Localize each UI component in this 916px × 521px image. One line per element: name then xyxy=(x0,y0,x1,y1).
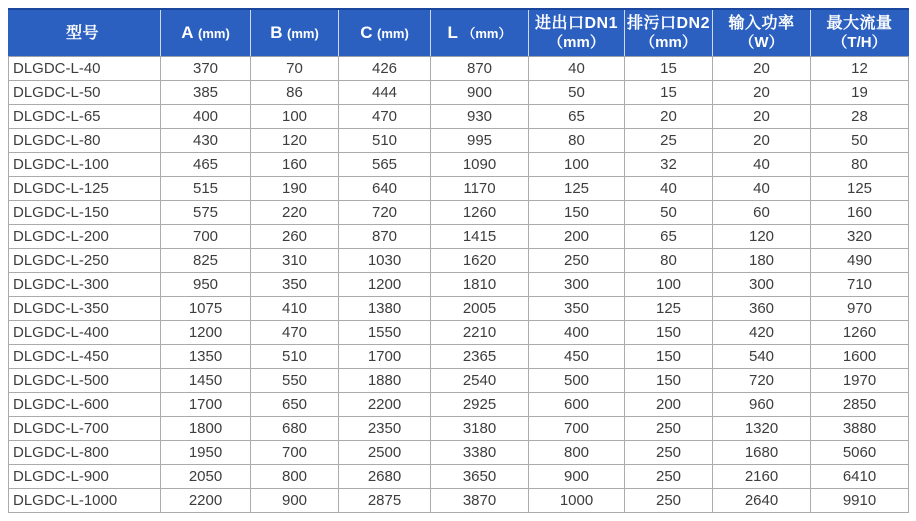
column-header-unit: （mm） xyxy=(548,34,605,51)
value-cell: 125 xyxy=(625,297,713,321)
value-cell: 9910 xyxy=(811,489,909,513)
value-cell: 40 xyxy=(713,177,811,201)
model-cell: DLGDC-L-800 xyxy=(9,441,161,465)
value-cell: 150 xyxy=(529,201,625,225)
column-header-a xyxy=(161,9,251,57)
model-cell: DLGDC-L-900 xyxy=(9,465,161,489)
value-cell: 80 xyxy=(625,249,713,273)
value-cell: 900 xyxy=(251,489,339,513)
value-cell: 470 xyxy=(251,321,339,345)
value-cell: 900 xyxy=(529,465,625,489)
value-cell: 1000 xyxy=(529,489,625,513)
table-row xyxy=(9,201,909,225)
value-cell: 50 xyxy=(529,81,625,105)
value-cell: 510 xyxy=(339,129,431,153)
value-cell: 370 xyxy=(161,57,251,81)
value-cell: 125 xyxy=(811,177,909,201)
value-cell: 1415 xyxy=(431,225,529,249)
value-cell: 100 xyxy=(251,105,339,129)
value-cell: 720 xyxy=(339,201,431,225)
value-cell: 2680 xyxy=(339,465,431,489)
value-cell: 160 xyxy=(251,153,339,177)
value-cell: 430 xyxy=(161,129,251,153)
value-cell: 2160 xyxy=(713,465,811,489)
column-header-label: 排污口DN2 xyxy=(627,15,711,32)
value-cell: 32 xyxy=(625,153,713,177)
value-cell: 1800 xyxy=(161,417,251,441)
column-header-unit: (mm) xyxy=(198,26,230,41)
table-row xyxy=(9,177,909,201)
model-cell: DLGDC-L-450 xyxy=(9,345,161,369)
value-cell: 125 xyxy=(529,177,625,201)
header-row xyxy=(9,9,909,57)
value-cell: 575 xyxy=(161,201,251,225)
model-cell: DLGDC-L-600 xyxy=(9,393,161,417)
table-row xyxy=(9,441,909,465)
value-cell: 260 xyxy=(251,225,339,249)
value-cell: 20 xyxy=(713,129,811,153)
value-cell: 420 xyxy=(713,321,811,345)
value-cell: 28 xyxy=(811,105,909,129)
column-header-dn2 xyxy=(625,9,713,57)
value-cell: 2005 xyxy=(431,297,529,321)
value-cell: 2925 xyxy=(431,393,529,417)
value-cell: 80 xyxy=(529,129,625,153)
value-cell: 1950 xyxy=(161,441,251,465)
model-cell: DLGDC-L-250 xyxy=(9,249,161,273)
column-header-c xyxy=(339,9,431,57)
column-header-unit: （mm） xyxy=(640,34,697,51)
value-cell: 640 xyxy=(339,177,431,201)
value-cell: 100 xyxy=(529,153,625,177)
value-cell: 950 xyxy=(161,273,251,297)
value-cell: 40 xyxy=(529,57,625,81)
value-cell: 3380 xyxy=(431,441,529,465)
value-cell: 200 xyxy=(625,393,713,417)
value-cell: 1600 xyxy=(811,345,909,369)
table-row xyxy=(9,489,909,513)
value-cell: 700 xyxy=(251,441,339,465)
value-cell: 86 xyxy=(251,81,339,105)
value-cell: 300 xyxy=(529,273,625,297)
value-cell: 400 xyxy=(529,321,625,345)
value-cell: 1200 xyxy=(339,273,431,297)
value-cell: 65 xyxy=(529,105,625,129)
value-cell: 250 xyxy=(529,249,625,273)
model-cell: DLGDC-L-500 xyxy=(9,369,161,393)
column-header-label: 型号 xyxy=(65,24,99,42)
value-cell: 960 xyxy=(713,393,811,417)
model-cell: DLGDC-L-200 xyxy=(9,225,161,249)
value-cell: 20 xyxy=(713,57,811,81)
column-header-unit: （T/H） xyxy=(832,34,887,51)
value-cell: 100 xyxy=(625,273,713,297)
table-row xyxy=(9,225,909,249)
value-cell: 1700 xyxy=(161,393,251,417)
value-cell: 360 xyxy=(713,297,811,321)
value-cell: 1970 xyxy=(811,369,909,393)
value-cell: 1380 xyxy=(339,297,431,321)
value-cell: 1030 xyxy=(339,249,431,273)
value-cell: 550 xyxy=(251,369,339,393)
value-cell: 700 xyxy=(161,225,251,249)
value-cell: 2875 xyxy=(339,489,431,513)
value-cell: 40 xyxy=(625,177,713,201)
value-cell: 20 xyxy=(625,105,713,129)
table-row xyxy=(9,345,909,369)
value-cell: 25 xyxy=(625,129,713,153)
column-header-label: L xyxy=(447,23,459,42)
column-header-unit: (mm) xyxy=(377,26,409,41)
table-row xyxy=(9,129,909,153)
value-cell: 800 xyxy=(529,441,625,465)
model-cell: DLGDC-L-1000 xyxy=(9,489,161,513)
value-cell: 1090 xyxy=(431,153,529,177)
value-cell: 120 xyxy=(251,129,339,153)
value-cell: 465 xyxy=(161,153,251,177)
value-cell: 1810 xyxy=(431,273,529,297)
value-cell: 500 xyxy=(529,369,625,393)
column-header-flow xyxy=(811,9,909,57)
value-cell: 3650 xyxy=(431,465,529,489)
value-cell: 200 xyxy=(529,225,625,249)
value-cell: 600 xyxy=(529,393,625,417)
table-body xyxy=(9,57,909,513)
model-cell: DLGDC-L-400 xyxy=(9,321,161,345)
value-cell: 1350 xyxy=(161,345,251,369)
value-cell: 250 xyxy=(625,489,713,513)
column-header-model xyxy=(9,9,161,57)
model-cell: DLGDC-L-100 xyxy=(9,153,161,177)
value-cell: 19 xyxy=(811,81,909,105)
column-header-unit: （W） xyxy=(739,34,784,51)
value-cell: 310 xyxy=(251,249,339,273)
value-cell: 250 xyxy=(625,441,713,465)
table-row xyxy=(9,321,909,345)
column-header-dn1 xyxy=(529,9,625,57)
value-cell: 426 xyxy=(339,57,431,81)
value-cell: 3180 xyxy=(431,417,529,441)
value-cell: 2640 xyxy=(713,489,811,513)
value-cell: 540 xyxy=(713,345,811,369)
value-cell: 1700 xyxy=(339,345,431,369)
value-cell: 650 xyxy=(251,393,339,417)
value-cell: 1550 xyxy=(339,321,431,345)
table-row xyxy=(9,369,909,393)
value-cell: 825 xyxy=(161,249,251,273)
table-row xyxy=(9,105,909,129)
model-cell: DLGDC-L-65 xyxy=(9,105,161,129)
table-row xyxy=(9,249,909,273)
value-cell: 350 xyxy=(251,273,339,297)
value-cell: 515 xyxy=(161,177,251,201)
column-header-label: 进出口DN1 xyxy=(534,15,618,32)
value-cell: 20 xyxy=(713,81,811,105)
value-cell: 70 xyxy=(251,57,339,81)
value-cell: 870 xyxy=(431,57,529,81)
value-cell: 470 xyxy=(339,105,431,129)
table-row xyxy=(9,393,909,417)
column-header-power xyxy=(713,9,811,57)
value-cell: 2200 xyxy=(161,489,251,513)
column-header-label: B xyxy=(270,23,283,42)
value-cell: 150 xyxy=(625,369,713,393)
value-cell: 995 xyxy=(431,129,529,153)
value-cell: 120 xyxy=(713,225,811,249)
value-cell: 220 xyxy=(251,201,339,225)
column-header-b xyxy=(251,9,339,57)
value-cell: 720 xyxy=(713,369,811,393)
value-cell: 444 xyxy=(339,81,431,105)
value-cell: 20 xyxy=(713,105,811,129)
value-cell: 1170 xyxy=(431,177,529,201)
value-cell: 565 xyxy=(339,153,431,177)
table-row xyxy=(9,273,909,297)
value-cell: 150 xyxy=(625,345,713,369)
value-cell: 180 xyxy=(713,249,811,273)
column-header-unit: (mm) xyxy=(287,26,319,41)
value-cell: 50 xyxy=(811,129,909,153)
value-cell: 5060 xyxy=(811,441,909,465)
value-cell: 2500 xyxy=(339,441,431,465)
value-cell: 930 xyxy=(431,105,529,129)
column-header-label: 输入功率 xyxy=(728,15,795,32)
table-row xyxy=(9,297,909,321)
value-cell: 2850 xyxy=(811,393,909,417)
value-cell: 160 xyxy=(811,201,909,225)
value-cell: 12 xyxy=(811,57,909,81)
value-cell: 50 xyxy=(625,201,713,225)
value-cell: 680 xyxy=(251,417,339,441)
value-cell: 970 xyxy=(811,297,909,321)
spec-table xyxy=(8,8,909,513)
value-cell: 1620 xyxy=(431,249,529,273)
value-cell: 15 xyxy=(625,57,713,81)
value-cell: 250 xyxy=(625,465,713,489)
model-cell: DLGDC-L-350 xyxy=(9,297,161,321)
value-cell: 1450 xyxy=(161,369,251,393)
value-cell: 40 xyxy=(713,153,811,177)
value-cell: 2540 xyxy=(431,369,529,393)
model-cell: DLGDC-L-125 xyxy=(9,177,161,201)
table-row xyxy=(9,81,909,105)
model-cell: DLGDC-L-150 xyxy=(9,201,161,225)
column-header-label: A xyxy=(181,23,194,42)
value-cell: 60 xyxy=(713,201,811,225)
model-cell: DLGDC-L-80 xyxy=(9,129,161,153)
value-cell: 700 xyxy=(529,417,625,441)
column-header-l xyxy=(431,9,529,57)
table-row xyxy=(9,417,909,441)
value-cell: 300 xyxy=(713,273,811,297)
value-cell: 6410 xyxy=(811,465,909,489)
column-header-label: C xyxy=(360,23,373,42)
value-cell: 190 xyxy=(251,177,339,201)
value-cell: 490 xyxy=(811,249,909,273)
column-header-label: 最大流量 xyxy=(826,15,893,32)
value-cell: 250 xyxy=(625,417,713,441)
value-cell: 2350 xyxy=(339,417,431,441)
value-cell: 385 xyxy=(161,81,251,105)
model-cell: DLGDC-L-50 xyxy=(9,81,161,105)
value-cell: 1260 xyxy=(431,201,529,225)
value-cell: 800 xyxy=(251,465,339,489)
table-row xyxy=(9,465,909,489)
table-row xyxy=(9,57,909,81)
value-cell: 1200 xyxy=(161,321,251,345)
value-cell: 350 xyxy=(529,297,625,321)
value-cell: 15 xyxy=(625,81,713,105)
value-cell: 410 xyxy=(251,297,339,321)
value-cell: 80 xyxy=(811,153,909,177)
value-cell: 3870 xyxy=(431,489,529,513)
value-cell: 2050 xyxy=(161,465,251,489)
model-cell: DLGDC-L-300 xyxy=(9,273,161,297)
value-cell: 1260 xyxy=(811,321,909,345)
model-cell: DLGDC-L-700 xyxy=(9,417,161,441)
value-cell: 2365 xyxy=(431,345,529,369)
value-cell: 450 xyxy=(529,345,625,369)
value-cell: 1680 xyxy=(713,441,811,465)
value-cell: 2210 xyxy=(431,321,529,345)
column-header-unit: （mm） xyxy=(462,26,512,41)
value-cell: 3880 xyxy=(811,417,909,441)
value-cell: 320 xyxy=(811,225,909,249)
value-cell: 2200 xyxy=(339,393,431,417)
value-cell: 900 xyxy=(431,81,529,105)
value-cell: 1320 xyxy=(713,417,811,441)
value-cell: 1880 xyxy=(339,369,431,393)
table-row xyxy=(9,153,909,177)
value-cell: 870 xyxy=(339,225,431,249)
value-cell: 710 xyxy=(811,273,909,297)
value-cell: 510 xyxy=(251,345,339,369)
value-cell: 65 xyxy=(625,225,713,249)
value-cell: 1075 xyxy=(161,297,251,321)
table-header xyxy=(9,9,909,57)
value-cell: 150 xyxy=(625,321,713,345)
value-cell: 400 xyxy=(161,105,251,129)
model-cell: DLGDC-L-40 xyxy=(9,57,161,81)
